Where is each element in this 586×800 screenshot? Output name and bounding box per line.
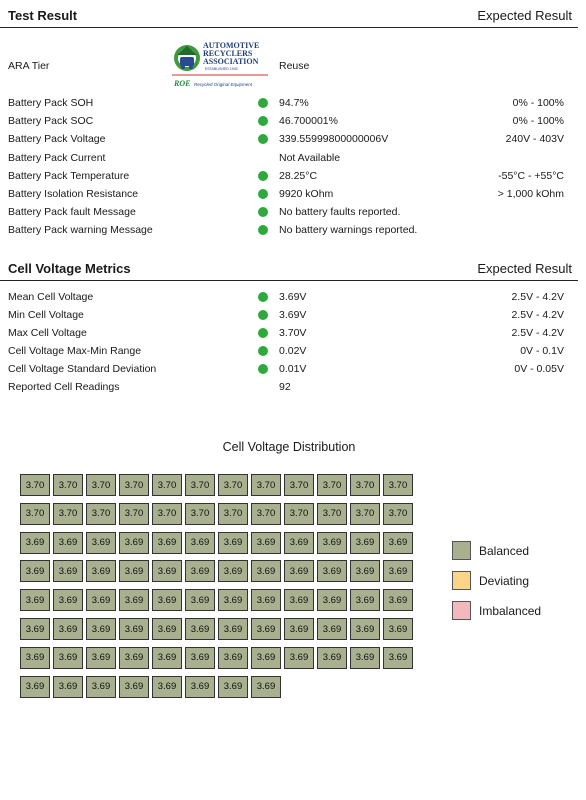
- cell-metric-row: [0, 324, 578, 342]
- voltage-cell: 3.70: [317, 474, 347, 496]
- voltage-cell: 3.70: [251, 503, 281, 525]
- voltage-cell: 3.69: [185, 589, 215, 611]
- voltage-cell: 3.69: [284, 589, 314, 611]
- voltage-cell: 3.69: [20, 560, 50, 582]
- voltage-cell: 3.69: [152, 560, 182, 582]
- test-result-label: Battery Pack Temperature: [8, 169, 130, 182]
- test-result-value: 46.700001%: [279, 115, 338, 128]
- voltage-cell: 3.69: [152, 618, 182, 640]
- voltage-cell: 3.69: [284, 647, 314, 669]
- voltage-cell: 3.69: [86, 589, 116, 611]
- logo-roe: ROE: [174, 79, 191, 88]
- test-result-row: [0, 167, 578, 185]
- voltage-cell: 3.69: [152, 532, 182, 554]
- status-pass-icon: [258, 134, 268, 144]
- status-pass-icon: [258, 328, 268, 338]
- voltage-cell: 3.69: [251, 618, 281, 640]
- voltage-cell: 3.69: [53, 676, 83, 698]
- test-result-label: Battery Pack fault Message: [8, 206, 136, 219]
- voltage-cell: 3.69: [20, 589, 50, 611]
- test-result-value: No battery faults reported.: [279, 206, 401, 219]
- voltage-cell: 3.69: [251, 532, 281, 554]
- voltage-cell: 3.69: [350, 647, 380, 669]
- voltage-cell: 3.70: [383, 474, 413, 496]
- legend-label: Deviating: [479, 574, 530, 588]
- test-result-value: 94.7%: [279, 97, 309, 109]
- voltage-cell: 3.69: [218, 532, 248, 554]
- test-result-label: Battery Pack warning Message: [8, 224, 153, 237]
- test-result-label: Battery Pack SOH: [8, 97, 94, 109]
- test-result-row: [0, 112, 578, 130]
- test-result-title: Test Result: [8, 8, 78, 23]
- test-result-label: Battery Isolation Resistance: [8, 188, 139, 200]
- test-result-expected: 0% - 100%: [512, 97, 564, 109]
- logo-line2: RECYCLERS: [203, 49, 253, 58]
- voltage-cell: 3.69: [317, 589, 347, 611]
- voltage-cell: 3.69: [20, 618, 50, 640]
- test-result-row: [0, 203, 578, 221]
- test-result-value: Not Available: [279, 151, 341, 164]
- voltage-cell: 3.69: [86, 676, 116, 698]
- voltage-cell: 3.69: [317, 532, 347, 554]
- voltage-cell: 3.70: [350, 474, 380, 496]
- voltage-cell: 3.69: [251, 647, 281, 669]
- voltage-cell: 3.70: [86, 503, 116, 525]
- cell-metric-expected: 0V - 0.05V: [514, 363, 564, 375]
- test-result-expected: > 1,000 kOhm: [497, 188, 564, 200]
- status-pass-icon: [258, 225, 268, 235]
- ara-roe-logo: [172, 38, 268, 94]
- voltage-cell: 3.70: [317, 503, 347, 525]
- voltage-cell: 3.69: [86, 560, 116, 582]
- voltage-cell: 3.69: [152, 676, 182, 698]
- cell-metric-value: 92: [279, 381, 291, 393]
- cell-metric-row: [0, 288, 578, 306]
- test-result-header: [0, 0, 578, 28]
- voltage-cell: 3.69: [383, 647, 413, 669]
- test-result-label: Battery Pack SOC: [8, 115, 94, 128]
- cell-metric-row: [0, 378, 578, 396]
- cell-metric-expected: 2.5V - 4.2V: [511, 309, 564, 321]
- test-result-expected: -55°C - +55°C: [498, 169, 564, 182]
- cell-metric-row: [0, 342, 578, 360]
- cell-metric-value: 3.70V: [279, 327, 307, 339]
- voltage-cell: 3.70: [251, 474, 281, 496]
- cell-metric-row: [0, 306, 578, 324]
- cell-metric-value: 0.01V: [279, 363, 307, 375]
- voltage-cell: 3.69: [350, 618, 380, 640]
- voltage-cell: 3.69: [20, 676, 50, 698]
- test-result-row: [0, 130, 578, 148]
- logo-line3: ASSOCIATION: [203, 57, 259, 66]
- status-pass-icon: [258, 292, 268, 302]
- voltage-cell: 3.69: [317, 647, 347, 669]
- cell-metric-expected: 2.5V - 4.2V: [511, 291, 564, 303]
- voltage-cell: 3.69: [152, 647, 182, 669]
- cell-metric-expected: 2.5V - 4.2V: [511, 327, 564, 339]
- cell-metrics-title: Cell Voltage Metrics: [8, 261, 131, 276]
- ara-tier-value: Reuse: [279, 60, 310, 72]
- test-result-label: Battery Pack Current: [8, 151, 106, 164]
- legend-swatch: [452, 571, 471, 590]
- cell-metric-label: Cell Voltage Standard Deviation: [8, 363, 157, 375]
- voltage-cell: 3.69: [284, 532, 314, 554]
- voltage-cell: 3.69: [383, 589, 413, 611]
- voltage-cell: 3.69: [53, 647, 83, 669]
- cell-metric-label: Min Cell Voltage: [8, 309, 84, 321]
- voltage-cell: 3.70: [350, 503, 380, 525]
- status-pass-icon: [258, 346, 268, 356]
- voltage-cell: 3.69: [251, 560, 281, 582]
- voltage-cell: 3.69: [119, 676, 149, 698]
- voltage-cell: 3.70: [185, 503, 215, 525]
- voltage-cell: 3.70: [218, 503, 248, 525]
- voltage-cell: 3.69: [86, 532, 116, 554]
- legend-swatch: [452, 541, 471, 560]
- voltage-cell: 3.69: [53, 589, 83, 611]
- voltage-cell: 3.69: [317, 560, 347, 582]
- status-pass-icon: [258, 171, 268, 181]
- voltage-cell: 3.69: [119, 532, 149, 554]
- chart-title: Cell Voltage Distribution: [222, 440, 356, 454]
- voltage-cell: 3.69: [218, 589, 248, 611]
- voltage-cell: 3.69: [218, 618, 248, 640]
- status-pass-icon: [258, 189, 268, 199]
- cell-metric-label: Cell Voltage Max-Min Range: [8, 345, 142, 357]
- voltage-cell: 3.69: [350, 589, 380, 611]
- voltage-cell: 3.70: [53, 474, 83, 496]
- cell-metric-label: Reported Cell Readings: [8, 381, 120, 393]
- voltage-cell: 3.69: [152, 589, 182, 611]
- voltage-cell: 3.70: [86, 474, 116, 496]
- status-pass-icon: [258, 98, 268, 108]
- ara-tier-label: ARA Tier: [8, 60, 50, 72]
- voltage-cell: 3.69: [350, 532, 380, 554]
- voltage-cell: 3.69: [185, 560, 215, 582]
- voltage-cell: 3.69: [119, 560, 149, 582]
- test-result-value: 339.55999800000006V: [279, 133, 389, 146]
- voltage-cell: 3.69: [251, 589, 281, 611]
- voltage-cell: 3.69: [251, 676, 281, 698]
- voltage-cell: 3.69: [119, 589, 149, 611]
- voltage-cell: 3.69: [185, 618, 215, 640]
- voltage-cell: 3.70: [53, 503, 83, 525]
- cell-metric-value: 3.69V: [279, 309, 307, 321]
- voltage-cell: 3.69: [317, 618, 347, 640]
- legend-label: Balanced: [479, 544, 530, 558]
- voltage-cell: 3.69: [86, 647, 116, 669]
- cell-metric-expected: 0V - 0.1V: [520, 345, 564, 357]
- cell-metrics-header: [0, 253, 578, 281]
- cell-metric-value: 3.69V: [279, 291, 307, 303]
- voltage-cell: 3.69: [185, 647, 215, 669]
- status-pass-icon: [258, 310, 268, 320]
- legend-label: Imbalanced: [479, 604, 542, 618]
- voltage-cell: 3.69: [119, 647, 149, 669]
- voltage-cell: 3.70: [20, 474, 50, 496]
- test-result-value: 28.25°C: [279, 169, 318, 182]
- voltage-cell: 3.69: [383, 618, 413, 640]
- voltage-cell: 3.70: [383, 503, 413, 525]
- test-result-row: [0, 185, 578, 203]
- voltage-cell: 3.70: [218, 474, 248, 496]
- voltage-cell: 3.69: [218, 647, 248, 669]
- cell-metrics-expected-header: Expected Result: [477, 261, 572, 276]
- status-pass-icon: [258, 116, 268, 126]
- test-result-expected: 0% - 100%: [512, 115, 564, 128]
- logo-roe-sub: Recycled Original Equipment: [194, 82, 253, 87]
- voltage-cell: 3.69: [350, 560, 380, 582]
- voltage-cell: 3.69: [185, 532, 215, 554]
- test-result-value: 9920 kOhm: [279, 188, 334, 200]
- test-result-row: [0, 94, 578, 112]
- test-result-expected-header: Expected Result: [477, 8, 572, 23]
- voltage-cell: 3.69: [20, 647, 50, 669]
- voltage-cell: 3.69: [284, 560, 314, 582]
- voltage-cell: 3.70: [119, 503, 149, 525]
- test-result-value: No battery warnings reported.: [279, 224, 418, 237]
- voltage-cell: 3.69: [119, 618, 149, 640]
- cell-metric-value: 0.02V: [279, 345, 307, 357]
- cell-metric-label: Mean Cell Voltage: [8, 291, 94, 303]
- test-result-row: [0, 149, 578, 167]
- voltage-cell: 3.69: [185, 676, 215, 698]
- status-pass-icon: [258, 207, 268, 217]
- voltage-cell: 3.69: [86, 618, 116, 640]
- status-pass-icon: [258, 364, 268, 374]
- voltage-cell: 3.69: [284, 618, 314, 640]
- cell-metric-label: Max Cell Voltage: [8, 327, 87, 339]
- voltage-cell: 3.69: [218, 676, 248, 698]
- logo-established: ESTABLISHED 1943: [205, 67, 238, 71]
- voltage-cell: 3.70: [20, 503, 50, 525]
- voltage-cell: 3.70: [119, 474, 149, 496]
- cell-metric-row: [0, 360, 578, 378]
- test-result-row: [0, 221, 578, 239]
- voltage-cell: 3.69: [53, 618, 83, 640]
- voltage-cell: 3.69: [383, 532, 413, 554]
- voltage-cell: 3.70: [152, 474, 182, 496]
- voltage-cell: 3.69: [20, 532, 50, 554]
- voltage-cell: 3.69: [53, 560, 83, 582]
- voltage-cell: 3.69: [53, 532, 83, 554]
- test-result-expected: 240V - 403V: [505, 133, 564, 146]
- ara-tier-row: [0, 57, 578, 75]
- logo-line1: AUTOMOTIVE: [203, 41, 260, 50]
- voltage-cell: 3.70: [284, 474, 314, 496]
- voltage-cell: 3.69: [383, 560, 413, 582]
- voltage-cell: 3.70: [284, 503, 314, 525]
- voltage-cell: 3.70: [152, 503, 182, 525]
- legend-swatch: [452, 601, 471, 620]
- voltage-cell: 3.69: [218, 560, 248, 582]
- test-result-label: Battery Pack Voltage: [8, 133, 106, 146]
- voltage-cell: 3.70: [185, 474, 215, 496]
